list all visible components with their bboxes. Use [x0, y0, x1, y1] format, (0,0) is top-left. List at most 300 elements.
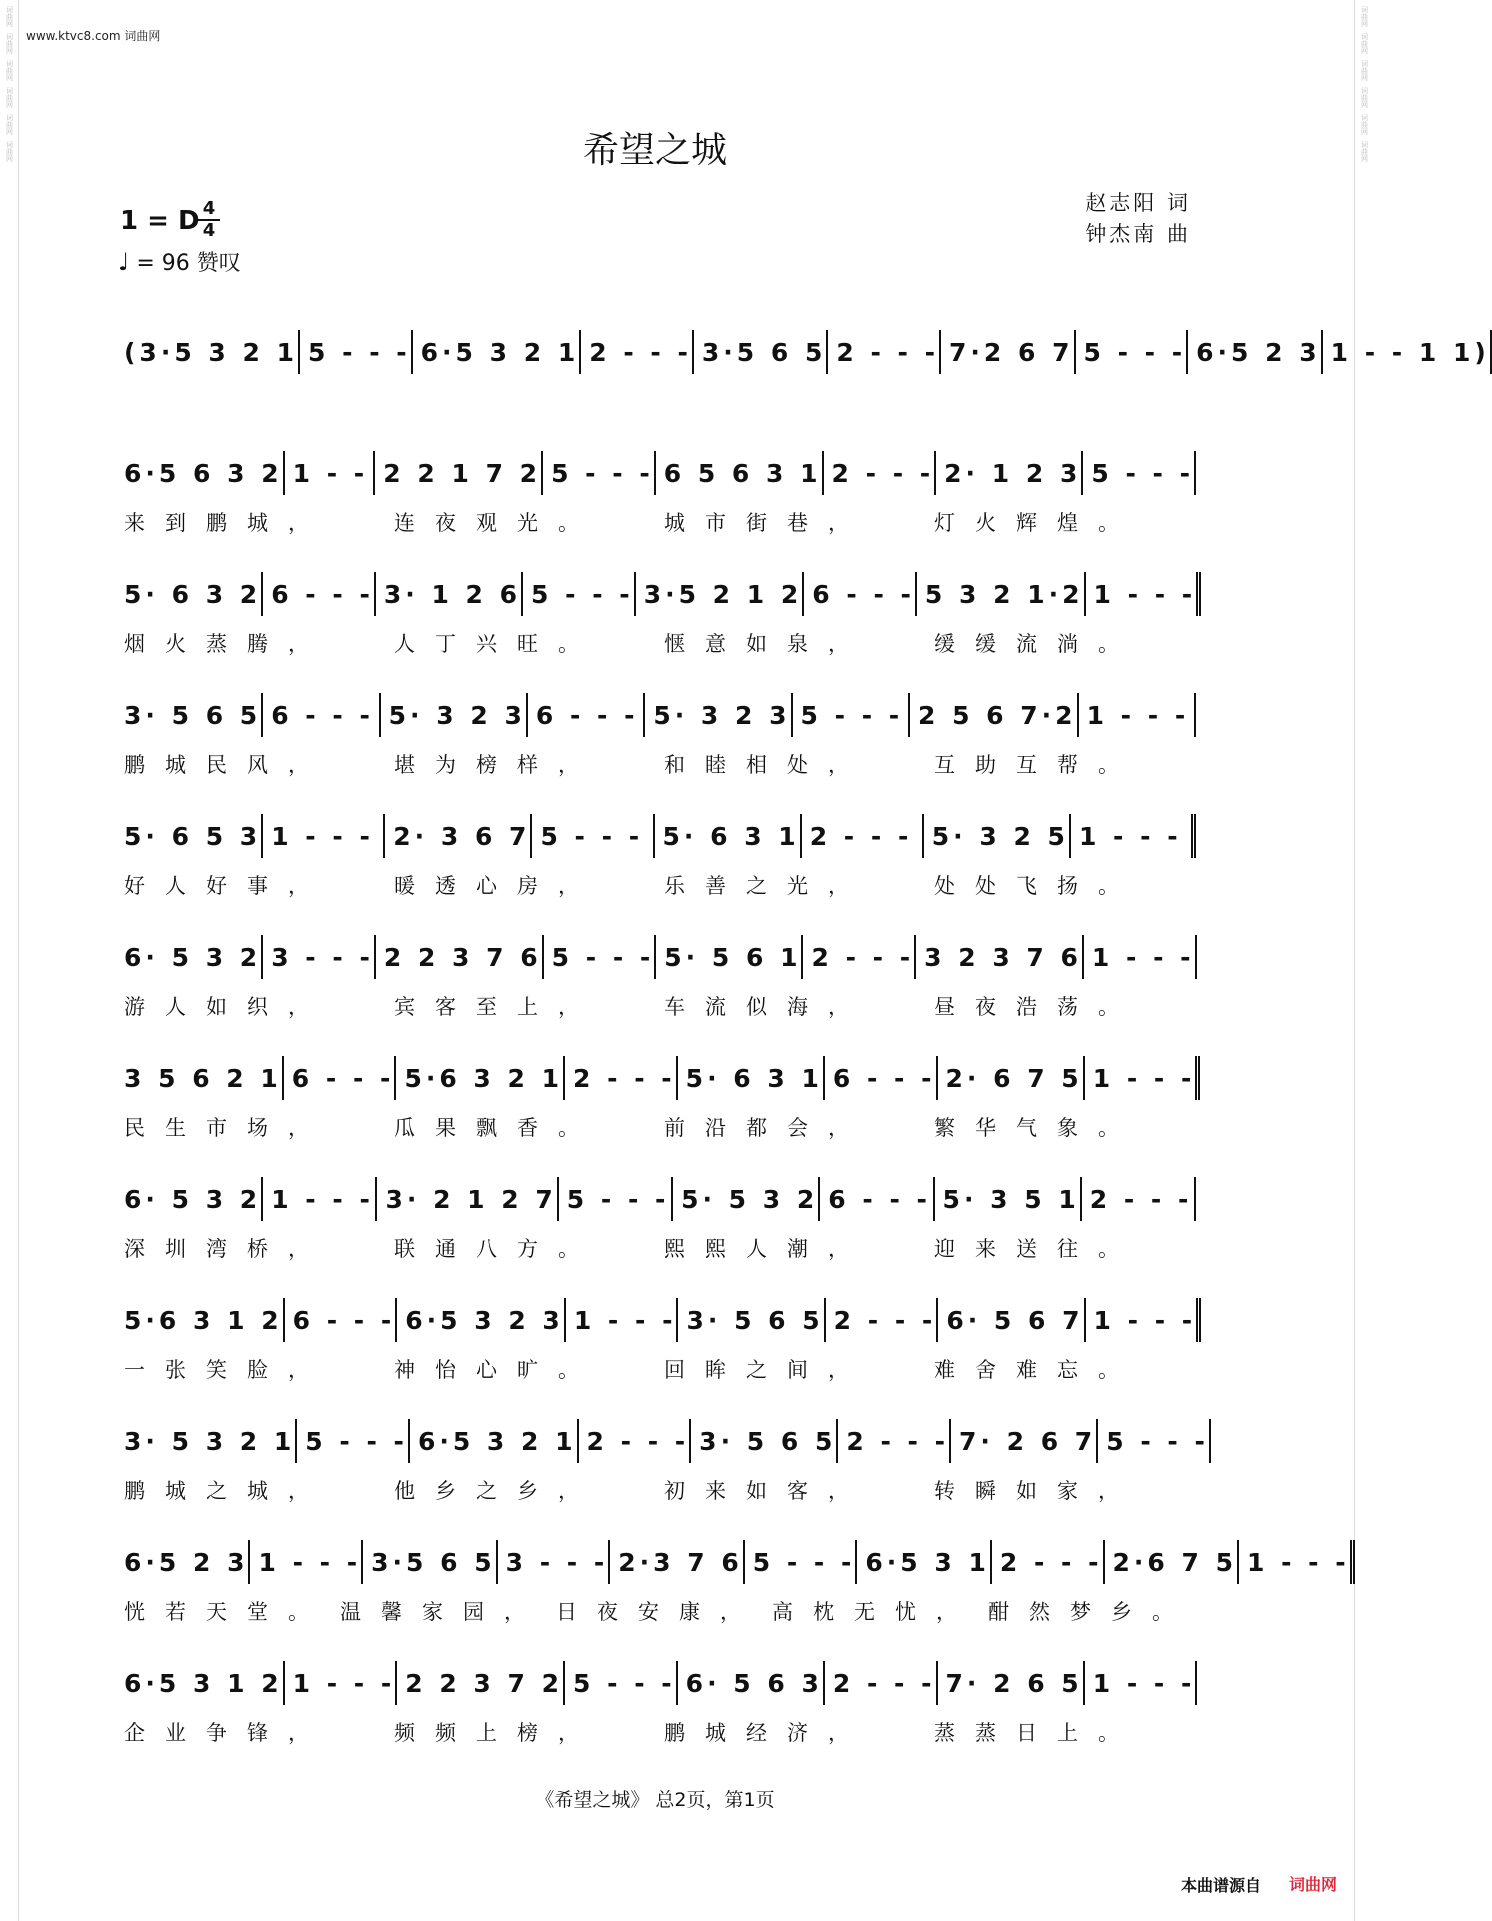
measure-notes: 1 - -: [292, 458, 369, 488]
measure: [941, 330, 1075, 374]
source-brand: 词曲网: [1288, 1875, 1337, 1894]
score-system: [116, 570, 1196, 691]
watermark-text: 词曲网: [5, 114, 14, 135]
lyrics-row: [118, 1596, 1198, 1626]
measure-notes: 7· 2 6 5: [945, 1668, 1083, 1698]
measure-notes: 3· 2 1 2 7: [385, 1184, 557, 1214]
measure-notes: 2 - - -: [1089, 1184, 1193, 1214]
measure: [645, 693, 792, 737]
measure: [1082, 1177, 1196, 1221]
notes-row: [116, 1538, 1350, 1586]
measure-notes: 6 - - -: [832, 1063, 936, 1093]
measure: [804, 572, 917, 616]
measure: [397, 1661, 565, 1705]
measure: [857, 1540, 991, 1584]
measure-notes: 5· 6 5 3: [124, 821, 262, 851]
measure: [543, 451, 656, 495]
notes-row: [116, 328, 1490, 376]
measure: [381, 693, 528, 737]
lyric-phrase: 熙熙人潮，: [664, 1237, 869, 1261]
measure: [917, 572, 1086, 616]
measure: [116, 1419, 297, 1463]
watermark-text: 词曲网: [5, 33, 14, 54]
measure: [825, 1056, 938, 1100]
measure: [826, 1298, 939, 1342]
notes-row: [116, 1296, 1196, 1344]
measure: [1323, 330, 1492, 374]
notes-row: [116, 1417, 1209, 1465]
watermark-text: 词曲网: [1360, 60, 1369, 81]
measure: [263, 572, 376, 616]
measure: [263, 693, 380, 737]
measure-notes: 5 - - -: [800, 700, 904, 730]
measure: [793, 693, 910, 737]
measure-notes: 2·6 7 5: [1112, 1547, 1237, 1577]
measure-notes: 1 - - -: [271, 1184, 374, 1214]
measure-notes: 2·3 7 6: [618, 1547, 743, 1577]
measure: [544, 935, 657, 979]
measure-notes: 2 2 1 7 2: [383, 458, 542, 488]
measure: [300, 330, 413, 374]
notes-row: [116, 933, 1196, 981]
measure-notes: 1 - - -: [292, 1668, 396, 1698]
measure: [532, 814, 654, 858]
measure-notes: 5· 3 2 3: [653, 700, 791, 730]
measure-notes: 1 - - -: [271, 821, 374, 851]
watermark-text: 词曲网: [1360, 114, 1369, 135]
measure-notes: 1 - - -: [1086, 700, 1190, 730]
measure-notes: 6· 5 6 7: [946, 1305, 1084, 1335]
lyrics-row: [118, 1717, 1198, 1747]
page-title: 希望之城: [582, 130, 727, 171]
measure: [924, 814, 1071, 858]
measure: [565, 1056, 678, 1100]
measure-notes: 6· 5 3 2: [124, 942, 262, 972]
lyric-phrase: 好人好事，: [124, 874, 329, 898]
notes-row: [116, 570, 1196, 618]
measure-notes: 2 5 6 7·2: [917, 700, 1077, 730]
measure-notes: 6·5 3 2 1: [417, 1426, 577, 1456]
measure-notes: 1 - - -: [1246, 1547, 1350, 1577]
lyric-phrase: 人丁兴旺。: [394, 632, 599, 656]
measure: [376, 935, 544, 979]
measure: [655, 814, 802, 858]
lyric-phrase: 灯火辉煌。: [934, 511, 1139, 535]
measure-notes: 6 - - -: [535, 700, 639, 730]
measure-notes: 3 - - -: [505, 1547, 609, 1577]
watermark-text: 词曲网: [5, 87, 14, 108]
measure-notes: 1 - - -: [1092, 1063, 1196, 1093]
measure: [938, 1298, 1085, 1342]
measure: [838, 1419, 951, 1463]
measure: [636, 572, 805, 616]
measure-notes: 6·5 3 2 1: [420, 337, 580, 367]
measure-notes: 7·2 6 7: [949, 337, 1074, 367]
measure-notes: 3· 1 2 6: [383, 579, 522, 609]
score-system: [116, 449, 1196, 570]
lyrics-row: [118, 507, 1198, 537]
lyric-phrase: 鹏城经济，: [664, 1721, 869, 1745]
measure: [1071, 814, 1196, 858]
measure: [745, 1540, 858, 1584]
measure: [116, 693, 263, 737]
lyric-phrase: 宾客至上，: [394, 995, 599, 1019]
measure-notes: 5 - - -: [1106, 1426, 1209, 1456]
measure-notes: 5 3 2 1·2: [924, 579, 1084, 609]
measure: [1083, 451, 1196, 495]
lyric-phrase: 他乡之乡，: [394, 1479, 599, 1503]
score-system: [116, 1175, 1196, 1296]
measure: [935, 1177, 1082, 1221]
measure: [397, 1298, 566, 1342]
measure-notes: 5 - - -: [305, 1426, 408, 1456]
measure-notes: 6 - - -: [271, 579, 374, 609]
measure-notes: 5· 3 5 1: [942, 1184, 1080, 1214]
measure-notes: 5·6 3 1 2: [124, 1305, 283, 1335]
measure-notes: 2 - - -: [833, 1305, 937, 1335]
source-label: 本曲谱源自: [1180, 1876, 1261, 1895]
composer: 钟杰南 曲: [1085, 222, 1191, 246]
measure-notes: 5· 6 3 1: [662, 821, 800, 851]
lyric-phrase: 来到鹏城，: [124, 511, 329, 535]
measure: [116, 1298, 285, 1342]
measure-notes: 6· 5 3 2: [124, 1184, 262, 1214]
lyric-phrase: 蒸蒸日上。: [934, 1721, 1139, 1745]
measure: [528, 693, 645, 737]
lyric-phrase: 车流似海，: [664, 995, 869, 1019]
lyric-phrase: 民生市场，: [124, 1116, 329, 1140]
lyric-phrase: 鹏城之城，: [124, 1479, 329, 1503]
measure-notes: 5· 6 3 1: [685, 1063, 823, 1093]
measure-notes: 2 - - -: [589, 337, 692, 367]
measure-notes: 6·5 2 3: [1196, 337, 1321, 367]
time-signature-numerator: 4: [202, 198, 216, 219]
measure: [523, 572, 636, 616]
measure-notes: 3·5 6 5: [371, 1547, 496, 1577]
watermark-text: 词曲网: [1360, 87, 1369, 108]
lyric-phrase: 烟火蒸腾，: [124, 632, 329, 656]
measure-notes: 2· 1 2 3: [944, 458, 1082, 488]
measure-notes: 2 - - -: [831, 458, 935, 488]
measure-notes: 2 - - -: [999, 1547, 1103, 1577]
lyrics-row: [118, 628, 1198, 658]
measure: [820, 1177, 934, 1221]
measure: [910, 693, 1079, 737]
measure-notes: 5· 3 2 5: [931, 821, 1069, 851]
measure: [992, 1540, 1105, 1584]
measure: [1079, 693, 1196, 737]
notes-row: [116, 1659, 1196, 1707]
quarter-note-icon: ♩: [118, 248, 130, 276]
lyric-phrase: 迎来送往。: [934, 1237, 1139, 1261]
measure-notes: 3 - - -: [271, 942, 374, 972]
measure-notes: 5 - - -: [551, 942, 655, 972]
score-system: [116, 1538, 1350, 1659]
measure: [263, 1177, 377, 1221]
measure: [1086, 1298, 1202, 1342]
measure: [1239, 1540, 1355, 1584]
measure: [938, 1056, 1085, 1100]
measure: [559, 1177, 673, 1221]
lyric-phrase: 难舍难忘。: [934, 1358, 1139, 1382]
lyric-phrase: 惬意如泉，: [664, 632, 869, 656]
tempo-marking: [118, 246, 241, 277]
measure-notes: 3· 5 6 5: [699, 1426, 837, 1456]
measure-notes: 5· 5 6 1: [664, 942, 802, 972]
lyric-phrase: 缓缓流淌。: [934, 632, 1139, 656]
score-system: [116, 328, 1490, 449]
watermark-text: 词曲网: [5, 141, 14, 162]
lyric-phrase: 堪为榜样，: [394, 753, 599, 777]
time-signature-denominator: 4: [202, 220, 216, 241]
tempo-text: = 96 赞叹: [136, 251, 241, 276]
lyrics-row: [118, 1233, 1198, 1263]
lyricist: 赵志阳 词: [1085, 191, 1191, 215]
measure-notes: 1 - - 1 1): [1330, 337, 1490, 367]
measure: [1076, 330, 1189, 374]
measure: [285, 1661, 398, 1705]
lyric-phrase: 频频上榜，: [394, 1721, 599, 1745]
right-watermark-strip: [1354, 0, 1373, 1921]
measure: [1085, 1056, 1201, 1100]
watermark-text: 词曲网: [1360, 33, 1369, 54]
lyric-phrase: 恍若天堂。: [124, 1600, 329, 1624]
measure-notes: 3·5 6 5: [701, 337, 827, 367]
measure: [116, 814, 263, 858]
score-system: [116, 691, 1196, 812]
lyric-phrase: 瓜果飘香。: [394, 1116, 599, 1140]
measure-notes: 5 - - -: [531, 579, 634, 609]
measure-notes: 6 - - -: [271, 700, 374, 730]
lyric-phrase: 鹏城民风，: [124, 753, 329, 777]
measure: [802, 814, 924, 858]
measure: [116, 1661, 285, 1705]
measure-notes: 2 - - -: [573, 1063, 676, 1093]
measure-notes: 6·5 2 3: [124, 1547, 249, 1577]
notes-row: [116, 691, 1196, 739]
measure: [678, 1661, 825, 1705]
measure-notes: 5 - - -: [752, 1547, 856, 1577]
measure: [610, 1540, 744, 1584]
measure: [116, 1540, 250, 1584]
measure: [116, 330, 300, 374]
lyric-phrase: 联通八方。: [394, 1237, 599, 1261]
measure: [285, 1298, 398, 1342]
measure-notes: 2 - - -: [586, 1426, 690, 1456]
site-url: www.ktvc8.com 词曲网: [26, 29, 161, 43]
lyric-phrase: 乐善之光，: [664, 874, 869, 898]
measure: [825, 1661, 938, 1705]
measure: [824, 451, 937, 495]
page-footer: 《希望之城》 总2页，第1页: [535, 1789, 775, 1811]
measure-notes: 3·5 2 1 2: [643, 579, 803, 609]
measure: [377, 1177, 558, 1221]
score-system: [116, 1417, 1209, 1538]
measure-notes: 2 - - -: [832, 1668, 936, 1698]
measure: [285, 451, 376, 495]
measure: [1188, 330, 1322, 374]
lyric-phrase: 温馨家园，: [340, 1600, 545, 1624]
lyrics-row: [118, 1354, 1198, 1384]
watermark-text: 词曲网: [1360, 141, 1369, 162]
measure-notes: 7· 2 6 7: [959, 1426, 1097, 1456]
lyric-phrase: 企业争锋，: [124, 1721, 329, 1745]
lyric-phrase: 转瞬如家，: [934, 1479, 1139, 1503]
measure-notes: 1 - - -: [258, 1547, 362, 1577]
measure-notes: 2 - - -: [836, 337, 940, 367]
measure: [1086, 572, 1202, 616]
measure: [678, 1298, 825, 1342]
measure: [297, 1419, 410, 1463]
measure: [1085, 1661, 1198, 1705]
measure-notes: 5 - - -: [540, 821, 644, 851]
lyric-phrase: 处处飞扬。: [934, 874, 1139, 898]
lyric-phrase: 高枕无忧，: [772, 1600, 977, 1624]
measure-notes: 1 - - -: [1093, 579, 1197, 609]
credits: [1085, 188, 1191, 250]
lyrics-row: [118, 1112, 1198, 1142]
measure-notes: 5 - - -: [566, 1184, 670, 1214]
measure-notes: 3· 5 3 2 1: [124, 1426, 296, 1456]
measure: [938, 1661, 1085, 1705]
measure: [694, 330, 828, 374]
measure: [951, 1419, 1098, 1463]
lyric-phrase: 繁华气象。: [934, 1116, 1139, 1140]
measure-notes: 2 2 3 7 2: [405, 1668, 564, 1698]
lyric-phrase: 游人如织，: [124, 995, 329, 1019]
measure-notes: 5 - - -: [551, 458, 654, 488]
lyric-phrase: 互助互帮。: [934, 753, 1139, 777]
measure-notes: 5· 5 3 2: [681, 1184, 819, 1214]
measure: [1105, 1540, 1239, 1584]
measure-notes: 5 - - -: [308, 337, 411, 367]
lyrics-row: [118, 870, 1198, 900]
measure-notes: 6·5 3 1: [865, 1547, 990, 1577]
lyric-phrase: 深圳湾桥，: [124, 1237, 329, 1261]
measure-notes: 2 - - -: [809, 821, 913, 851]
measure-notes: 6 - - -: [812, 579, 915, 609]
measure: [579, 1419, 692, 1463]
measure-notes: 1 - - -: [573, 1305, 677, 1335]
measure: [565, 1661, 678, 1705]
measure: [410, 1419, 579, 1463]
measure-notes: 5 - - -: [1091, 458, 1194, 488]
lyric-phrase: 酣然梦乡。: [988, 1600, 1193, 1624]
measure-notes: 6 - - -: [828, 1184, 931, 1214]
lyric-phrase: 一张笑脸，: [124, 1358, 329, 1382]
measure: [363, 1540, 497, 1584]
measure: [1084, 935, 1197, 979]
measure-notes: 2 - - -: [811, 942, 915, 972]
lyric-phrase: 昼夜浩荡。: [934, 995, 1139, 1019]
lyric-phrase: 连夜观光。: [394, 511, 599, 535]
lyrics-row: [118, 991, 1198, 1021]
measure-notes: 5· 3 2 3: [388, 700, 526, 730]
measure-notes: 6 - - -: [292, 1305, 396, 1335]
measure-notes: (3·5 3 2 1: [124, 337, 299, 367]
measure: [385, 814, 532, 858]
measure: [413, 330, 582, 374]
measure-notes: 5· 6 3 2: [124, 579, 262, 609]
measure: [678, 1056, 825, 1100]
measure-notes: 6·5 3 2 3: [405, 1305, 564, 1335]
left-watermark-strip: [0, 0, 19, 1921]
measure-notes: 1 - - -: [1078, 821, 1182, 851]
notes-row: [116, 1175, 1196, 1223]
measure: [656, 451, 824, 495]
measure-notes: 2 2 3 7 6: [383, 942, 542, 972]
lyric-phrase: 暖透心房，: [394, 874, 599, 898]
measure: [581, 330, 694, 374]
measure: [691, 1419, 838, 1463]
watermark-text: 词曲网: [1360, 6, 1369, 27]
notes-row: [116, 1054, 1196, 1102]
lyric-phrase: 初来如客，: [664, 1479, 869, 1503]
measure: [498, 1540, 611, 1584]
score-system: [116, 933, 1196, 1054]
measure-notes: 2· 6 7 5: [945, 1063, 1083, 1093]
notes-row: [116, 812, 1196, 860]
measure-notes: 5 - - -: [1083, 337, 1187, 367]
measure-notes: 6·5 3 1 2: [124, 1668, 283, 1698]
lyric-phrase: 前沿都会，: [664, 1116, 869, 1140]
measure: [250, 1540, 363, 1584]
measure: [116, 1177, 263, 1221]
measure: [916, 935, 1084, 979]
measure-notes: 3 2 3 7 6: [924, 942, 1082, 972]
score-system: [116, 1659, 1196, 1780]
lyric-phrase: 回眸之间，: [664, 1358, 869, 1382]
lyrics-row: [118, 749, 1198, 779]
measure: [116, 572, 263, 616]
measure-notes: 2· 3 6 7: [393, 821, 531, 851]
measure-notes: 6 5 6 3 1: [663, 458, 822, 488]
notes-row: [116, 449, 1196, 497]
measure-notes: 3 5 6 2 1: [124, 1063, 282, 1093]
measure: [375, 451, 543, 495]
measure: [673, 1177, 820, 1221]
key-signature: 1 = D: [120, 206, 200, 236]
measure: [376, 572, 523, 616]
measure: [1098, 1419, 1211, 1463]
lyric-phrase: 日夜安康，: [556, 1600, 761, 1624]
measure: [656, 935, 803, 979]
measure-notes: 1 - - -: [1093, 1305, 1197, 1335]
measure: [803, 935, 916, 979]
measure: [566, 1298, 679, 1342]
measure-notes: 5·6 3 2 1: [404, 1063, 564, 1093]
score-system: [116, 1054, 1196, 1175]
measure-notes: 2 - - -: [846, 1426, 950, 1456]
measure: [116, 451, 285, 495]
score: [116, 328, 1490, 1780]
score-system: [116, 1296, 1196, 1417]
measure: [396, 1056, 565, 1100]
watermark-text: 词曲网: [5, 6, 14, 27]
measure: [263, 814, 385, 858]
measure: [936, 451, 1083, 495]
measure-notes: 3· 5 6 5: [686, 1305, 824, 1335]
measure-notes: 5 - - -: [573, 1668, 676, 1698]
measure-notes: 3· 5 6 5: [124, 700, 262, 730]
measure-notes: 1 - - -: [1091, 942, 1195, 972]
lyric-phrase: 城市街巷，: [664, 511, 869, 535]
lyric-phrase: 神怡心旷。: [394, 1358, 599, 1382]
measure: [263, 935, 376, 979]
measure: [116, 1056, 284, 1100]
measure-notes: 6· 5 6 3: [685, 1668, 823, 1698]
measure: [284, 1056, 397, 1100]
